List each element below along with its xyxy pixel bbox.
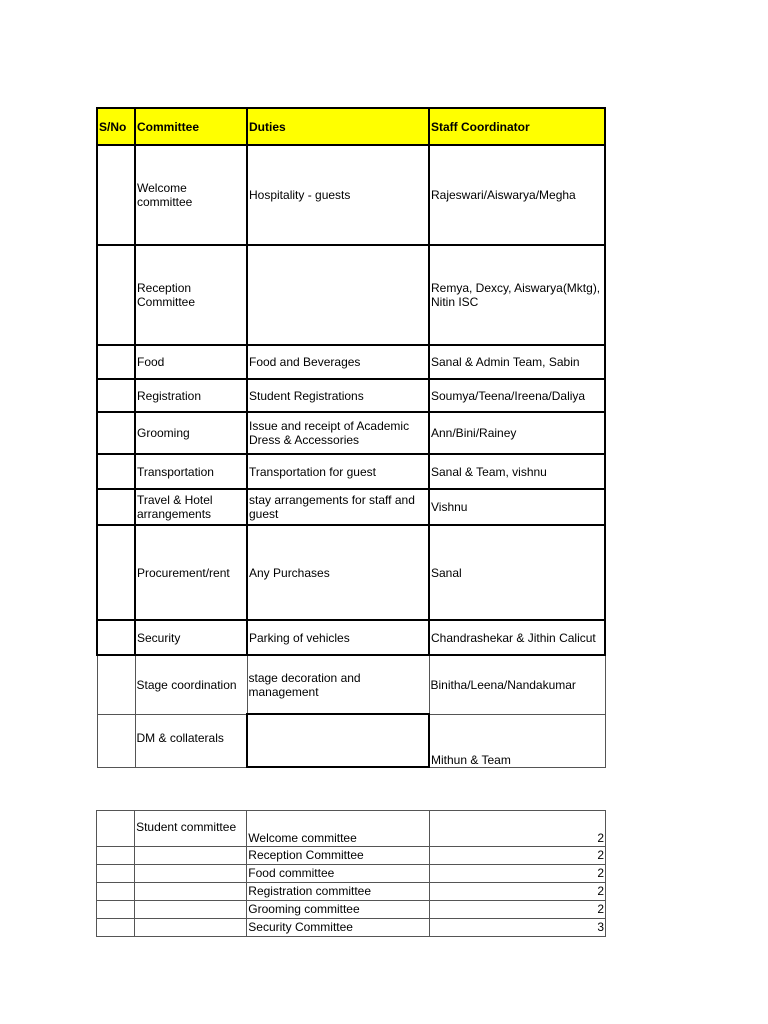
student-committee-label: Student committee <box>135 811 247 847</box>
table-row <box>97 245 605 345</box>
table-row <box>97 454 605 489</box>
cell-sno <box>97 379 135 412</box>
cell-empty <box>135 919 247 937</box>
cell-committee: DM & collaterals <box>135 714 247 767</box>
cell-staff: Chandrashekar & Jithin Calicut <box>429 620 605 655</box>
cell-sno <box>97 454 135 489</box>
cell-duties: stage decoration and management <box>247 655 429 714</box>
cell-committee: Security <box>135 620 247 655</box>
cell-committee-name: Grooming committee <box>247 901 429 919</box>
cell-sno <box>97 245 135 345</box>
cell-empty <box>97 847 135 865</box>
table-row <box>97 811 606 847</box>
cell-staff: Binitha/Leena/Nandakumar <box>429 655 605 714</box>
student-committee-table <box>96 810 606 937</box>
table-row <box>97 847 606 865</box>
table-row <box>97 489 605 525</box>
cell-staff: Sanal <box>429 525 605 620</box>
cell-staff: Vishnu <box>429 489 605 525</box>
table-row <box>97 901 606 919</box>
cell-sno <box>97 620 135 655</box>
cell-committee-name: Reception Committee <box>247 847 429 865</box>
cell-empty <box>97 811 135 847</box>
header-sno: S/No <box>97 108 135 145</box>
cell-staff: Rajeswari/Aiswarya/Megha <box>429 145 605 245</box>
table-row <box>97 655 605 714</box>
cell-duties: Any Purchases <box>247 525 429 620</box>
cell-duties: Issue and receipt of Academic Dress & Accessories <box>247 412 429 454</box>
cell-empty <box>135 883 247 901</box>
table-row <box>97 620 605 655</box>
cell-count: 2 <box>429 883 605 901</box>
cell-count: 2 <box>429 811 605 847</box>
cell-staff: Mithun & Team <box>429 714 605 767</box>
cell-duties: Student Registrations <box>247 379 429 412</box>
cell-count: 2 <box>429 901 605 919</box>
cell-committee-name: Food committee <box>247 865 429 883</box>
header-staff-coordinator: Staff Coordinator <box>429 108 605 145</box>
cell-staff: Sanal & Team, vishnu <box>429 454 605 489</box>
table-row <box>97 865 606 883</box>
cell-sno <box>97 145 135 245</box>
cell-committee: Welcome committee <box>135 145 247 245</box>
table-row <box>97 883 606 901</box>
header-duties: Duties <box>247 108 429 145</box>
table-row <box>97 412 605 454</box>
cell-empty <box>135 865 247 883</box>
cell-sno <box>97 412 135 454</box>
table-row <box>97 714 605 767</box>
cell-committee-name: Registration committee <box>247 883 429 901</box>
table-row <box>97 525 605 620</box>
cell-duties <box>247 245 429 345</box>
table-row <box>97 145 605 245</box>
cell-empty <box>97 901 135 919</box>
cell-committee: Registration <box>135 379 247 412</box>
cell-committee: Travel & Hotel arrangements <box>135 489 247 525</box>
cell-committee: Stage coordination <box>135 655 247 714</box>
cell-staff: Sanal & Admin Team, Sabin <box>429 345 605 379</box>
cell-sno <box>97 655 135 714</box>
cell-duties: stay arrangements for staff and guest <box>247 489 429 525</box>
cell-committee-name: Welcome committee <box>247 811 429 847</box>
cell-empty <box>97 865 135 883</box>
cell-duties: Hospitality - guests <box>247 145 429 245</box>
cell-empty <box>97 919 135 937</box>
header-committee: Committee <box>135 108 247 145</box>
table-row <box>97 345 605 379</box>
cell-sno <box>97 489 135 525</box>
table-row <box>97 919 606 937</box>
cell-sno <box>97 525 135 620</box>
cell-count: 2 <box>429 847 605 865</box>
cell-staff: Remya, Dexcy, Aiswarya(Mktg), Nitin ISC <box>429 245 605 345</box>
cell-staff: Ann/Bini/Rainey <box>429 412 605 454</box>
cell-committee: Procurement/rent <box>135 525 247 620</box>
committee-table <box>96 107 606 768</box>
cell-committee: Food <box>135 345 247 379</box>
cell-committee-name: Security Committee <box>247 919 429 937</box>
table-header-row <box>97 108 605 145</box>
cell-duties <box>247 714 429 767</box>
cell-duties: Transportation for guest <box>247 454 429 489</box>
cell-sno <box>97 345 135 379</box>
cell-staff: Soumya/Teena/Ireena/Daliya <box>429 379 605 412</box>
cell-duties: Food and Beverages <box>247 345 429 379</box>
cell-empty <box>135 847 247 865</box>
cell-duties: Parking of vehicles <box>247 620 429 655</box>
cell-count: 2 <box>429 865 605 883</box>
cell-committee: Grooming <box>135 412 247 454</box>
cell-committee: Transportation <box>135 454 247 489</box>
cell-sno <box>97 714 135 767</box>
cell-empty <box>97 883 135 901</box>
cell-empty <box>135 901 247 919</box>
table-row <box>97 379 605 412</box>
cell-count: 3 <box>429 919 605 937</box>
cell-committee: Reception Committee <box>135 245 247 345</box>
